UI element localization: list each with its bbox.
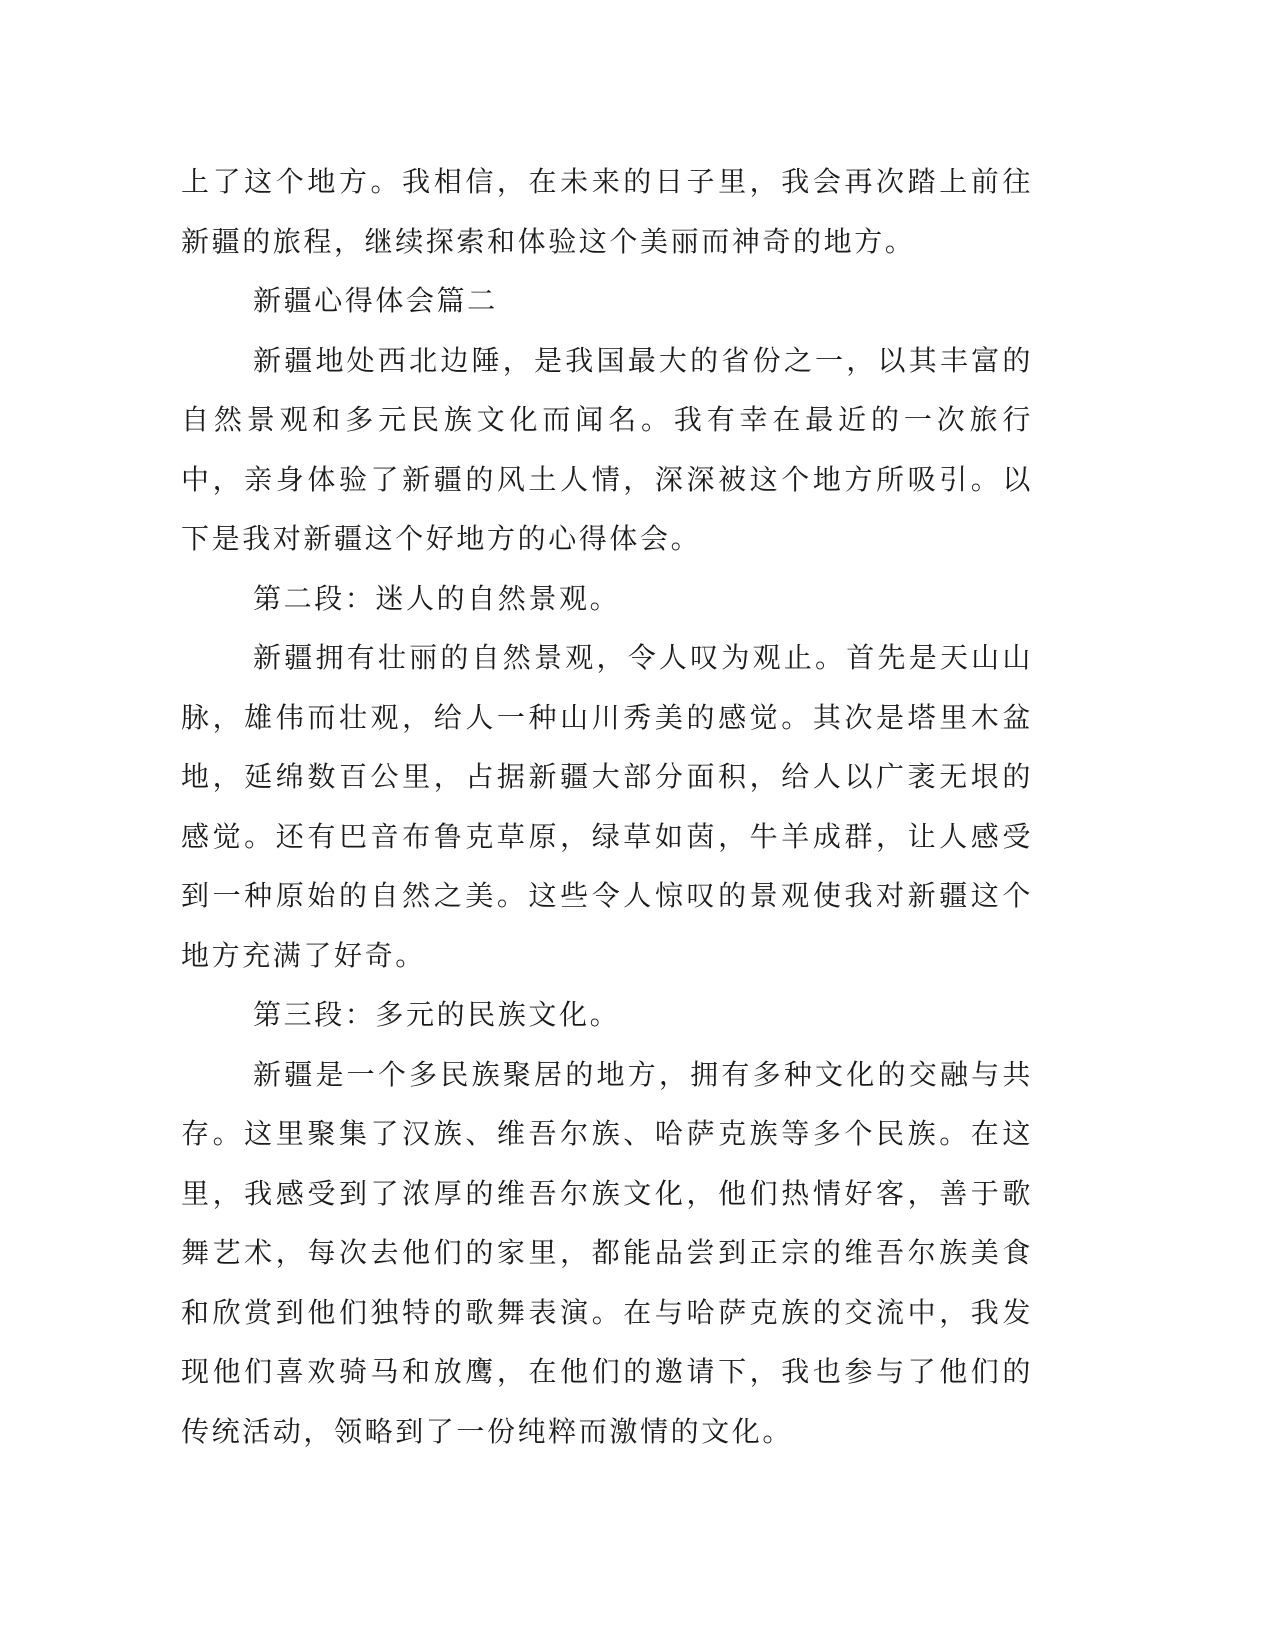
paragraph-natural-scenery: 新疆拥有壮丽的自然景观，令人叹为观止。首先是天山山脉，雄伟而壮观，给人一种山川秀美的感觉。其次是塔里木盆地，延绵数百公里，占据新疆大部分面积，给人以广袤无垠的感觉。还有巴音布鲁克草原，绿草如茵，牛羊成群，让人感受到一种原始的自然之美。这些令人惊叹的景观使我对新疆这个地方充满了好奇。 [181,641,1033,972]
section-heading-ethnic-culture: 第三段：多元的民族文化。 [253,998,621,1031]
paragraph-continuation: 上了这个地方。我相信，在未来的日子里，我会再次踏上前往新疆的旅程，继续探索和体验这个美丽而神奇的地方。 [181,165,1033,258]
document-body [181,152,1033,1461]
section-heading-part-two: 新疆心得体会篇二 [253,284,498,317]
section-heading-natural-scenery: 第二段：迷人的自然景观。 [253,581,621,615]
paragraph-ethnic-culture: 新疆是一个多民族聚居的地方，拥有多种文化的交融与共存。这里聚集了汉族、维吾尔族、哈萨克族等多个民族。在这里，我感受到了浓厚的维吾尔族文化，他们热情好客，善于歌舞艺术，每次去他们的家里，都能品尝到正宗的维吾尔族美食和欣赏到他们独特的歌舞表演。在与哈萨克族的交流中，我发现他们喜欢骑马和放鹰，在他们的邀请下，我也参与了他们的传统活动，领略到了一份纯粹而激情的文化。 [181,1057,1033,1448]
paragraph-introduction: 新疆地处西北边陲，是我国最大的省份之一，以其丰富的自然景观和多元民族文化而闻名。我有幸在最近的一次旅行中，亲身体验了新疆的风土人情，深深被这个地方所吸引。以下是我对新疆这个好地方的心得体会。 [181,343,1033,555]
